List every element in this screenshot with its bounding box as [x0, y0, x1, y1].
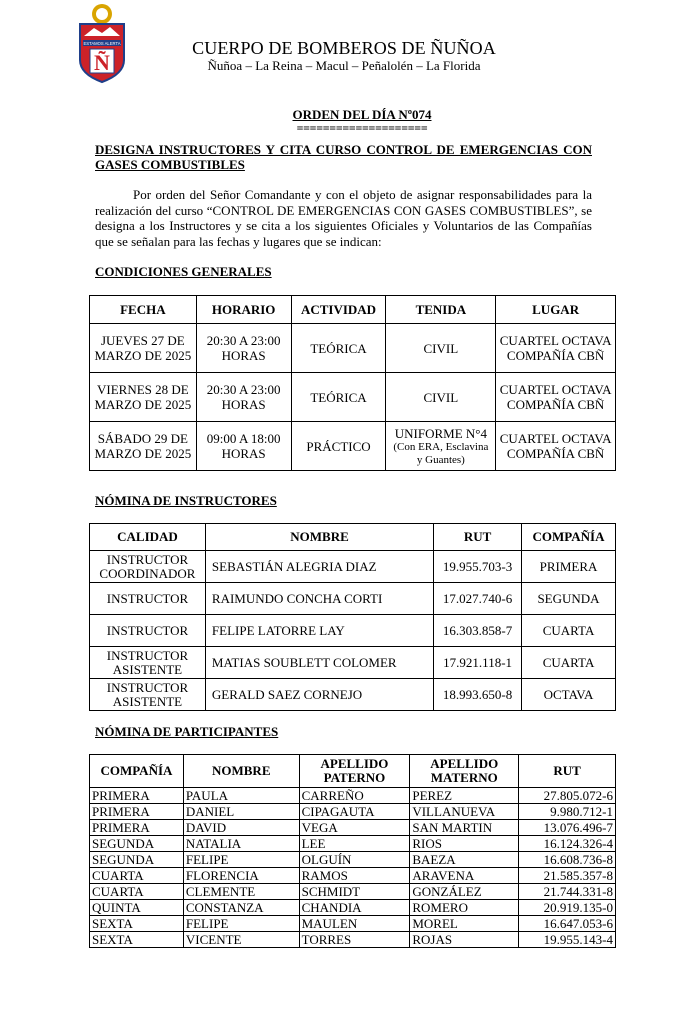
instructors-table — [89, 523, 616, 711]
table-row — [90, 422, 616, 471]
crest-rays — [92, 4, 112, 24]
lugar-cell: CUARTEL OCTAVA COMPAÑÍA CBÑ — [496, 324, 616, 373]
nombre-cell: DAVID — [183, 820, 299, 836]
compania-cell: PRIMERA — [90, 788, 184, 804]
compania-cell: PRIMERA — [90, 820, 184, 836]
compania-cell: SEGUNDA — [90, 836, 184, 852]
materno-cell: ARAVENA — [410, 868, 519, 884]
materno-cell: VILLANUEVA — [410, 804, 519, 820]
rut-cell: 13.076.496-7 — [519, 820, 616, 836]
compania-cell: CUARTA — [90, 884, 184, 900]
nombre-cell: FELIPE LATORRE LAY — [205, 615, 433, 647]
rut-cell: 21.585.357-8 — [519, 868, 616, 884]
table-row — [90, 583, 616, 615]
rut-cell: 19.955.143-4 — [519, 932, 616, 948]
communes-line: Ñuñoa – La Reina – Macul – Peñalolén – La Florida — [207, 58, 481, 73]
intro-text: Por orden del Señor Comandante y con el objeto de asignar responsabilidades para la realización del curso “CONTROL DE EMERGENCIAS CON GASES COMBUSTIBLES”, se designa a los Instructores y se cita a los siguientes Oficiales y Voluntarios de las Compañías que se señalan para las fechas y lugares que se indican: — [95, 187, 592, 249]
table-row — [90, 615, 616, 647]
column-header: RUT — [519, 755, 616, 788]
calidad-cell: INSTRUCTOR COORDINADOR — [90, 551, 206, 583]
compania-cell: SEGUNDA — [90, 852, 184, 868]
table-row — [90, 852, 616, 868]
paterno-cell: CIPAGAUTA — [299, 804, 410, 820]
fecha-cell: JUEVES 27 DE MARZO DE 2025 — [90, 324, 197, 373]
order-title: ORDEN DEL DÍA Nº074 — [292, 107, 432, 122]
tenida-cell: CIVIL — [386, 373, 496, 422]
paterno-cell: LEE — [299, 836, 410, 852]
column-header: TENIDA — [386, 296, 496, 324]
horario-cell: 20:30 A 23:00 HORAS — [196, 373, 291, 422]
paterno-cell: RAMOS — [299, 868, 410, 884]
participants-heading: NÓMINA DE PARTICIPANTES — [95, 724, 279, 739]
materno-cell: GONZÁLEZ — [410, 884, 519, 900]
conditions-heading: CONDICIONES GENERALES — [95, 264, 272, 279]
column-header: COMPAÑÍA — [522, 524, 616, 551]
logo-letter: Ñ — [94, 50, 110, 75]
column-header: LUGAR — [496, 296, 616, 324]
fecha-cell: SÁBADO 29 DE MARZO DE 2025 — [90, 422, 197, 471]
nombre-cell: RAIMUNDO CONCHA CORTI — [205, 583, 433, 615]
compania-cell: CUARTA — [522, 647, 616, 679]
materno-cell: SAN MARTIN — [410, 820, 519, 836]
actividad-cell: PRÁCTICO — [291, 422, 386, 471]
paterno-cell: VEGA — [299, 820, 410, 836]
conditions-table — [89, 295, 616, 471]
rut-cell: 21.744.331-8 — [519, 884, 616, 900]
paterno-cell: OLGUÍN — [299, 852, 410, 868]
table-row — [90, 551, 616, 583]
column-header: APELLIDO MATERNO — [410, 755, 519, 788]
materno-cell: BAEZA — [410, 852, 519, 868]
nombre-cell: CLEMENTE — [183, 884, 299, 900]
nombre-cell: FELIPE — [183, 852, 299, 868]
table-row — [90, 679, 616, 711]
compania-cell: PRIMERA — [522, 551, 616, 583]
column-header: COMPAÑÍA — [90, 755, 184, 788]
table-header-row — [90, 755, 616, 788]
table-row — [90, 932, 616, 948]
materno-cell: ROJAS — [410, 932, 519, 948]
nombre-cell: GERALD SAEZ CORNEJO — [205, 679, 433, 711]
fecha-cell: VIERNES 28 DE MARZO DE 2025 — [90, 373, 197, 422]
paterno-cell: TORRES — [299, 932, 410, 948]
rut-cell: 9.980.712-1 — [519, 804, 616, 820]
rut-cell: 16.124.326-4 — [519, 836, 616, 852]
materno-cell: PEREZ — [410, 788, 519, 804]
fire-department-shield-logo — [74, 2, 130, 84]
rut-cell: 16.647.053-6 — [519, 916, 616, 932]
paterno-cell: CARREÑO — [299, 788, 410, 804]
table-row — [90, 868, 616, 884]
column-header: HORARIO — [196, 296, 291, 324]
materno-cell: RIOS — [410, 836, 519, 852]
rut-cell: 20.919.135-0 — [519, 900, 616, 916]
nombre-cell: NATALIA — [183, 836, 299, 852]
calidad-cell: INSTRUCTOR ASISTENTE — [90, 679, 206, 711]
compania-cell: CUARTA — [522, 615, 616, 647]
tenida-value: UNIFORME N°4 — [394, 425, 487, 441]
intro-paragraph — [95, 187, 592, 249]
table-row — [90, 373, 616, 422]
tenida-cell — [386, 422, 496, 471]
table-row — [90, 324, 616, 373]
nombre-cell: PAULA — [183, 788, 299, 804]
compania-cell: SEXTA — [90, 916, 184, 932]
table-header-row — [90, 524, 616, 551]
rut-cell: 19.955.703-3 — [434, 551, 522, 583]
compania-cell: QUINTA — [90, 900, 184, 916]
instructors-heading: NÓMINA DE INSTRUCTORES — [95, 493, 277, 508]
actividad-cell: TEÓRICA — [291, 373, 386, 422]
nombre-cell: FLORENCIA — [183, 868, 299, 884]
rut-cell: 16.303.858-7 — [434, 615, 522, 647]
table-row — [90, 647, 616, 679]
compania-cell: OCTAVA — [522, 679, 616, 711]
nombre-cell: VICENTE — [183, 932, 299, 948]
organization-name: CUERPO DE BOMBEROS DE ÑUÑOA — [192, 38, 496, 58]
nombre-cell: MATIAS SOUBLETT COLOMER — [205, 647, 433, 679]
table-row — [90, 804, 616, 820]
calidad-cell: INSTRUCTOR — [90, 615, 206, 647]
tenida-cell: CIVIL — [386, 324, 496, 373]
tenida-detail: (Con ERA, Esclavina y Guantes) — [393, 440, 489, 466]
rut-cell: 27.805.072-6 — [519, 788, 616, 804]
title-separator: ==================== — [296, 121, 428, 135]
compania-cell: CUARTA — [90, 868, 184, 884]
horario-cell: 09:00 A 18:00 HORAS — [196, 422, 291, 471]
participants-table — [89, 754, 616, 948]
table-row — [90, 836, 616, 852]
materno-cell: ROMERO — [410, 900, 519, 916]
table-row — [90, 900, 616, 916]
calidad-cell: INSTRUCTOR — [90, 583, 206, 615]
rut-cell: 16.608.736-8 — [519, 852, 616, 868]
horario-cell: 20:30 A 23:00 HORAS — [196, 324, 291, 373]
logo-motto: ESTAMOS ALERTA — [83, 41, 121, 46]
rut-cell: 17.027.740-6 — [434, 583, 522, 615]
column-header: APELLIDO PATERNO — [299, 755, 410, 788]
calidad-cell: INSTRUCTOR ASISTENTE — [90, 647, 206, 679]
nombre-cell: SEBASTIÁN ALEGRIA DIAZ — [205, 551, 433, 583]
column-header: NOMBRE — [205, 524, 433, 551]
compania-cell: SEXTA — [90, 932, 184, 948]
actividad-cell: TEÓRICA — [291, 324, 386, 373]
column-header: CALIDAD — [90, 524, 206, 551]
column-header: ACTIVIDAD — [291, 296, 386, 324]
table-row — [90, 820, 616, 836]
paterno-cell: CHANDIA — [299, 900, 410, 916]
rut-cell: 17.921.118-1 — [434, 647, 522, 679]
table-row — [90, 788, 616, 804]
column-header: NOMBRE — [183, 755, 299, 788]
materno-cell: MOREL — [410, 916, 519, 932]
table-row — [90, 916, 616, 932]
table-header-row — [90, 296, 616, 324]
nombre-cell: FELIPE — [183, 916, 299, 932]
rut-cell: 18.993.650-8 — [434, 679, 522, 711]
paterno-cell: SCHMIDT — [299, 884, 410, 900]
lugar-cell: CUARTEL OCTAVA COMPAÑÍA CBÑ — [496, 422, 616, 471]
nombre-cell: DANIEL — [183, 804, 299, 820]
nombre-cell: CONSTANZA — [183, 900, 299, 916]
lugar-cell: CUARTEL OCTAVA COMPAÑÍA CBÑ — [496, 373, 616, 422]
compania-cell: SEGUNDA — [522, 583, 616, 615]
order-subject: DESIGNA INSTRUCTORES Y CITA CURSO CONTROL DE EMERGENCIAS CON GASES COMBUSTIBLES — [95, 142, 592, 172]
column-header: RUT — [434, 524, 522, 551]
paterno-cell: MAULEN — [299, 916, 410, 932]
column-header: FECHA — [90, 296, 197, 324]
table-row — [90, 884, 616, 900]
compania-cell: PRIMERA — [90, 804, 184, 820]
